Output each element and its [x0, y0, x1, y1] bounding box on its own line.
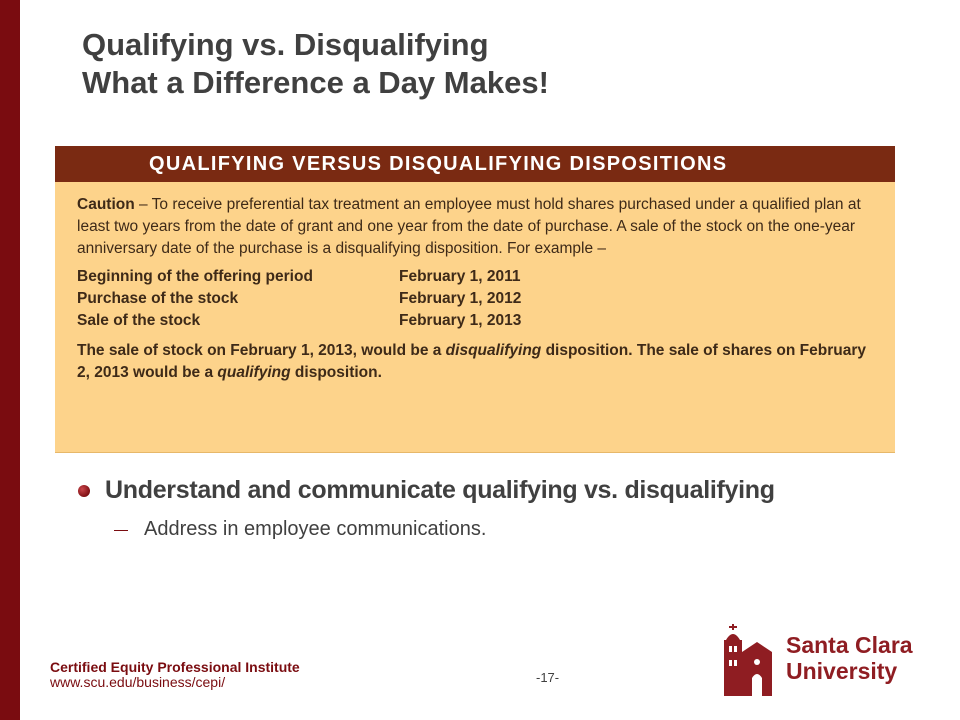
- conclusion-part: disposition. The sale of shares on February 2, 2013 would be a: [77, 342, 866, 381]
- slide-title: [82, 26, 902, 102]
- date-row-label: Sale of the stock: [77, 312, 201, 329]
- mission-church-icon: [718, 618, 776, 698]
- bullet-dot-icon: [78, 485, 90, 497]
- date-row-label: Purchase of the stock: [77, 290, 239, 307]
- footer-org-name: Certified Equity Professional Institute: [50, 659, 300, 675]
- date-row-label: Beginning of the offering period: [77, 268, 313, 285]
- logo-line2: University: [786, 658, 898, 684]
- caution-text: – To receive preferential tax treatment an employee must hold shares purchased under a qualified plan at least two years from the date of grant and one year from the date of purchase. A sale of the stock on the one-year anniversary date of the purchase is a disqualifying disposition. For example –: [77, 196, 861, 257]
- footer-org-url: www.scu.edu/business/cepi/: [50, 674, 226, 690]
- slide-title-line2: What a Difference a Day Makes!: [82, 65, 549, 100]
- page-number: -17-: [536, 670, 560, 685]
- logo-wordmark: [786, 632, 913, 684]
- main-bullet-text: Understand and communicate qualifying vs. disqualifying: [105, 476, 775, 504]
- university-logo: [718, 618, 918, 698]
- callout-box: [55, 146, 895, 453]
- caution-label: Caution: [77, 196, 135, 213]
- conclusion-part: The sale of stock on February 1, 2013, would be a: [77, 342, 446, 359]
- date-row: [77, 310, 873, 332]
- sub-bullet: [114, 518, 486, 541]
- conclusion-emphasis: qualifying: [217, 364, 291, 381]
- main-bullet: [78, 476, 898, 505]
- date-row-value: February 1, 2012: [399, 290, 522, 307]
- caution-paragraph: [77, 194, 873, 260]
- date-row-value: February 1, 2013: [399, 312, 522, 329]
- conclusion-part: disposition.: [290, 364, 382, 381]
- date-row-value: February 1, 2011: [399, 268, 521, 285]
- slide-title-line1: Qualifying vs. Disqualifying: [82, 27, 489, 62]
- date-row: [77, 266, 873, 288]
- logo-line1: Santa Clara: [786, 632, 913, 658]
- date-list: [77, 266, 873, 332]
- callout-header: QUALIFYING VERSUS DISQUALIFYING DISPOSITIONS: [55, 146, 895, 182]
- conclusion-emphasis: disqualifying: [445, 342, 542, 359]
- date-row: [77, 288, 873, 310]
- footer-organization: [50, 660, 300, 690]
- left-accent-bar: [0, 0, 20, 720]
- sub-bullet-text: Address in employee communications.: [144, 518, 487, 540]
- callout-body: [77, 194, 873, 384]
- dash-icon: [114, 530, 128, 531]
- conclusion-paragraph: [77, 340, 873, 384]
